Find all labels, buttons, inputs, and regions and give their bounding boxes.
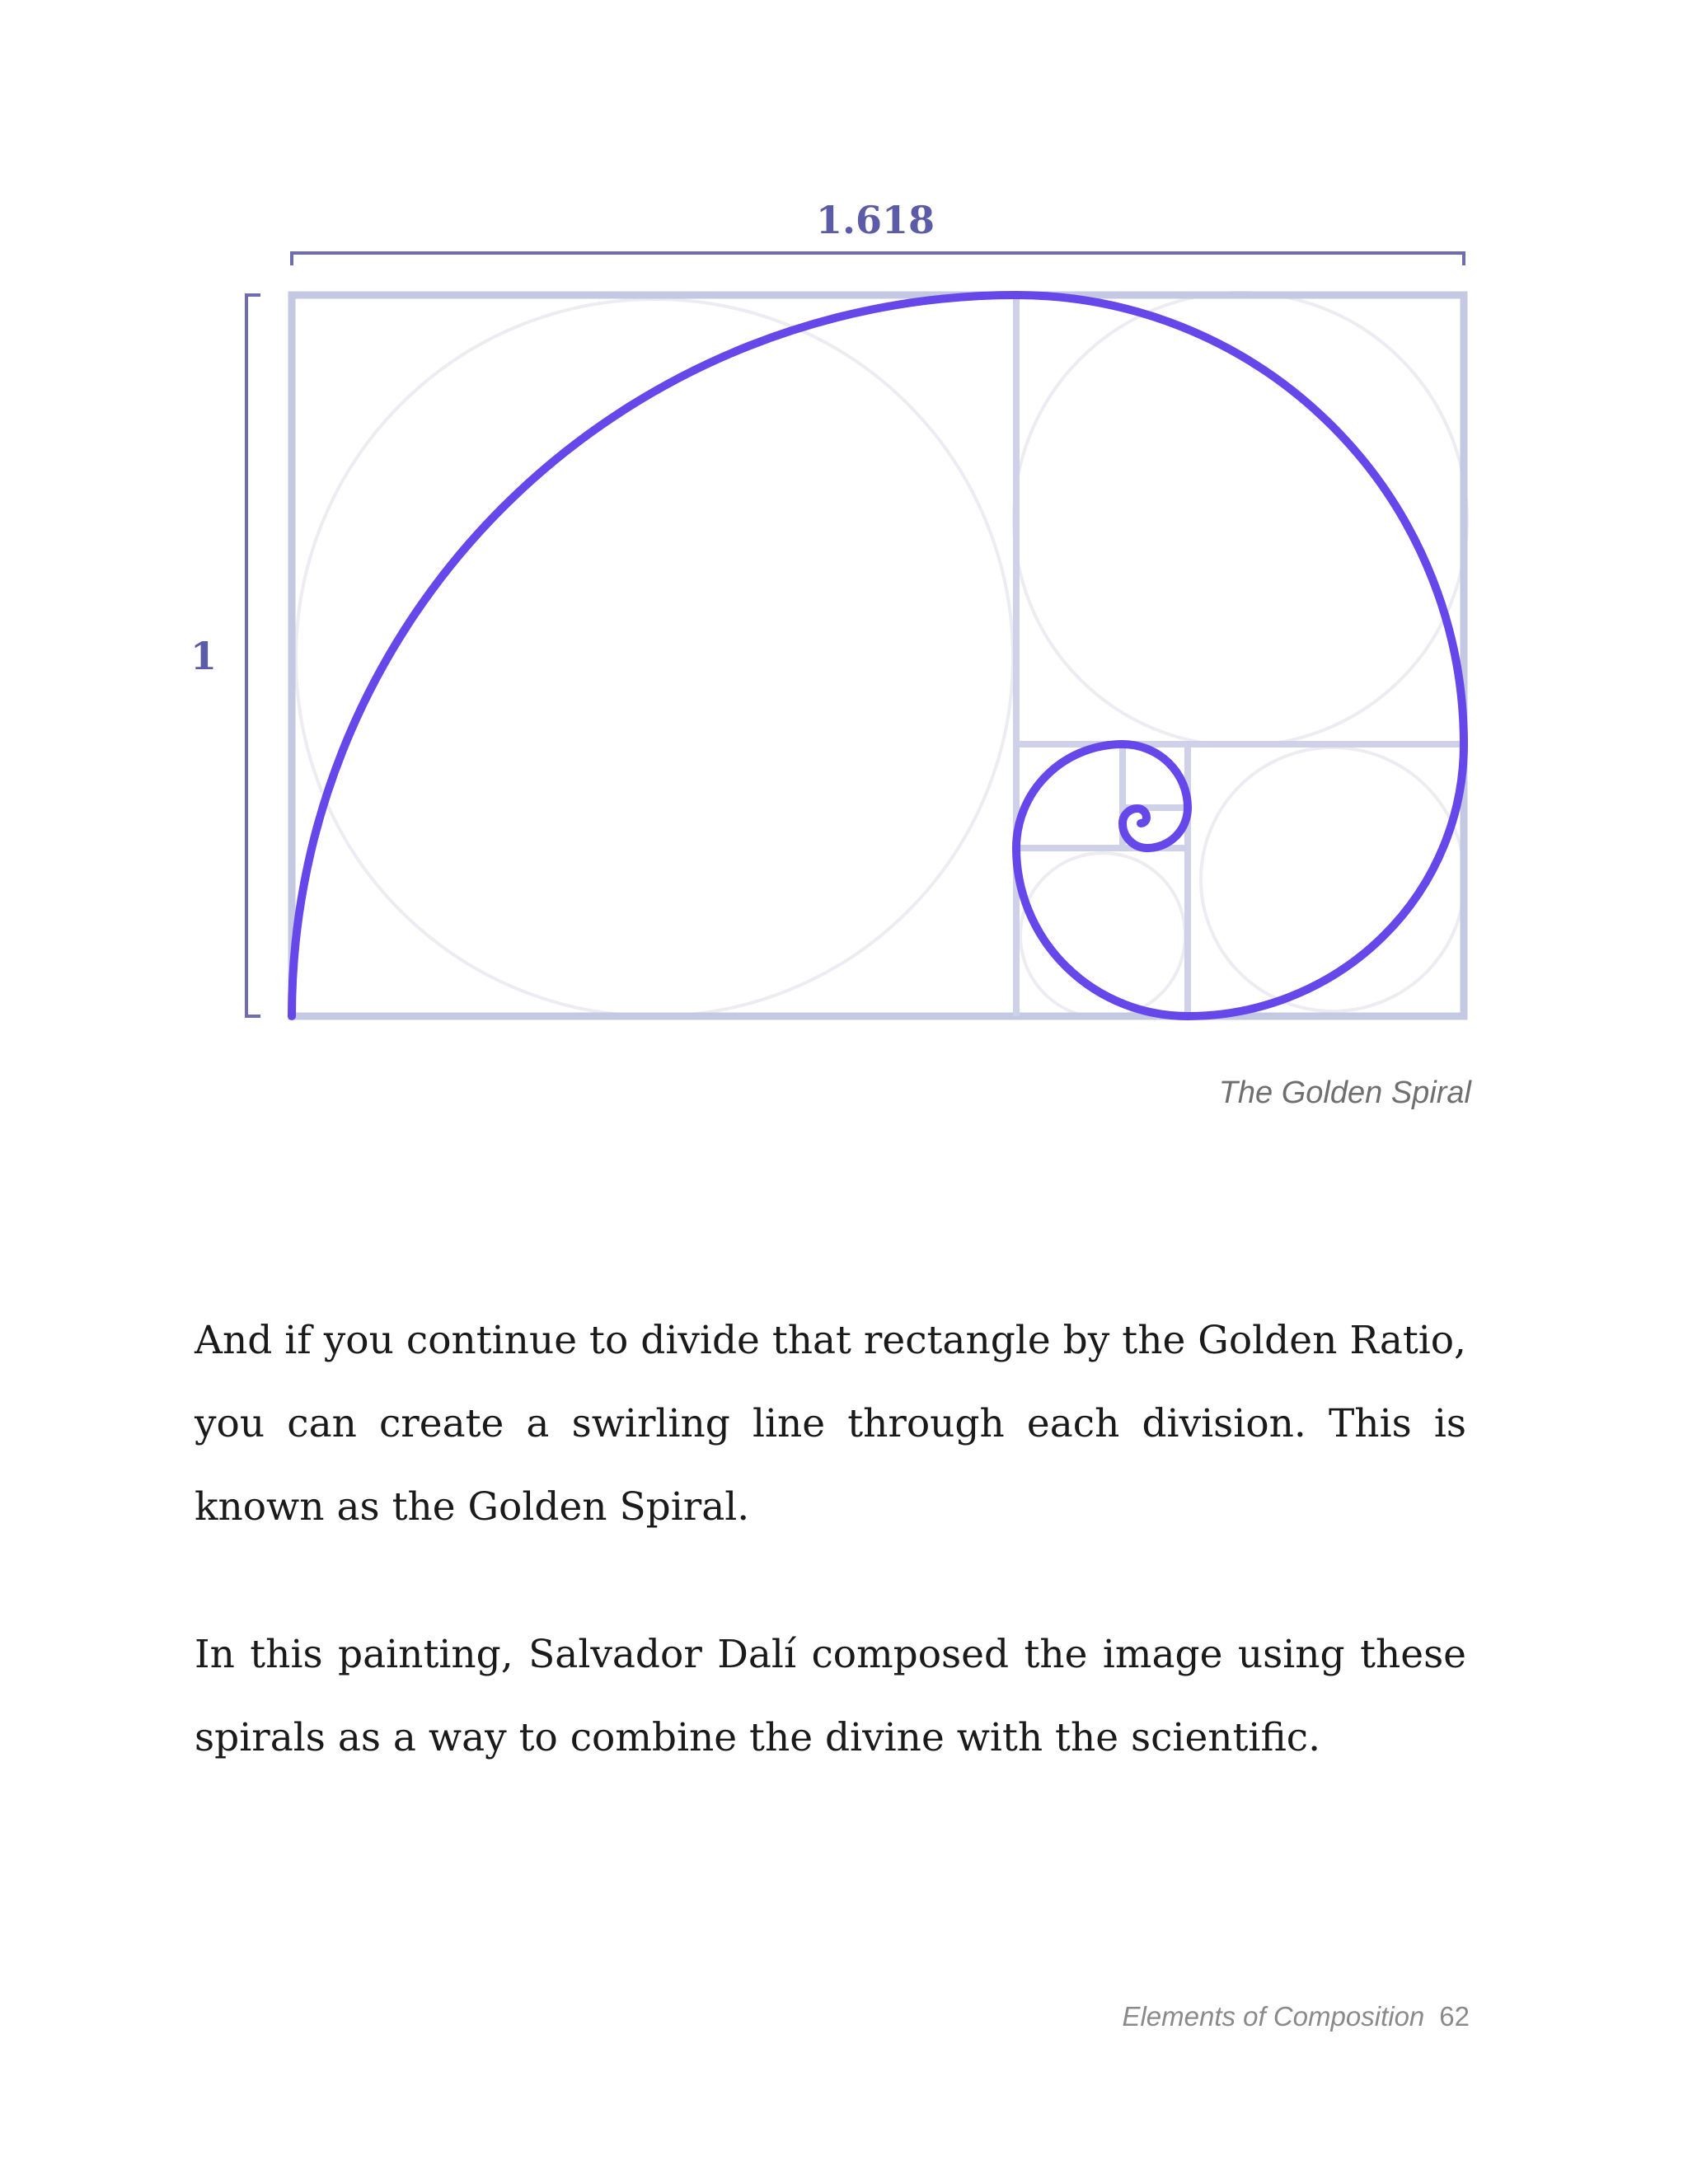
golden-rectangle: [292, 295, 1464, 1016]
golden-spiral-curve: [292, 295, 1464, 1016]
width-dimension-label: 1.618: [815, 198, 935, 242]
body-paragraph: And if you continue to divide that rectangle by the Golden Ratio, you can create a swirling line through each division. This is known as the Golden Spiral.: [195, 1318, 1466, 1530]
inscribed-circles: [296, 293, 1467, 1018]
width-dimension-bracket: [292, 253, 1464, 265]
inscribed-circle-large: [296, 299, 1013, 1016]
figure-caption: The Golden Spiral: [1218, 1076, 1471, 1110]
page-number: 62: [1439, 2001, 1470, 2032]
footer-book-title: Elements of Composition: [1122, 2001, 1425, 2032]
height-dimension-bracket: [246, 295, 260, 1016]
height-dimension-label: 1: [190, 634, 218, 678]
subdivision-lines: [1016, 295, 1464, 1016]
page-footer: [1122, 2001, 1470, 2032]
body-paragraph: In this painting, Salvador Dalí composed the image using these spirals as a way to combine the divine with the scientific.: [195, 1632, 1466, 1760]
